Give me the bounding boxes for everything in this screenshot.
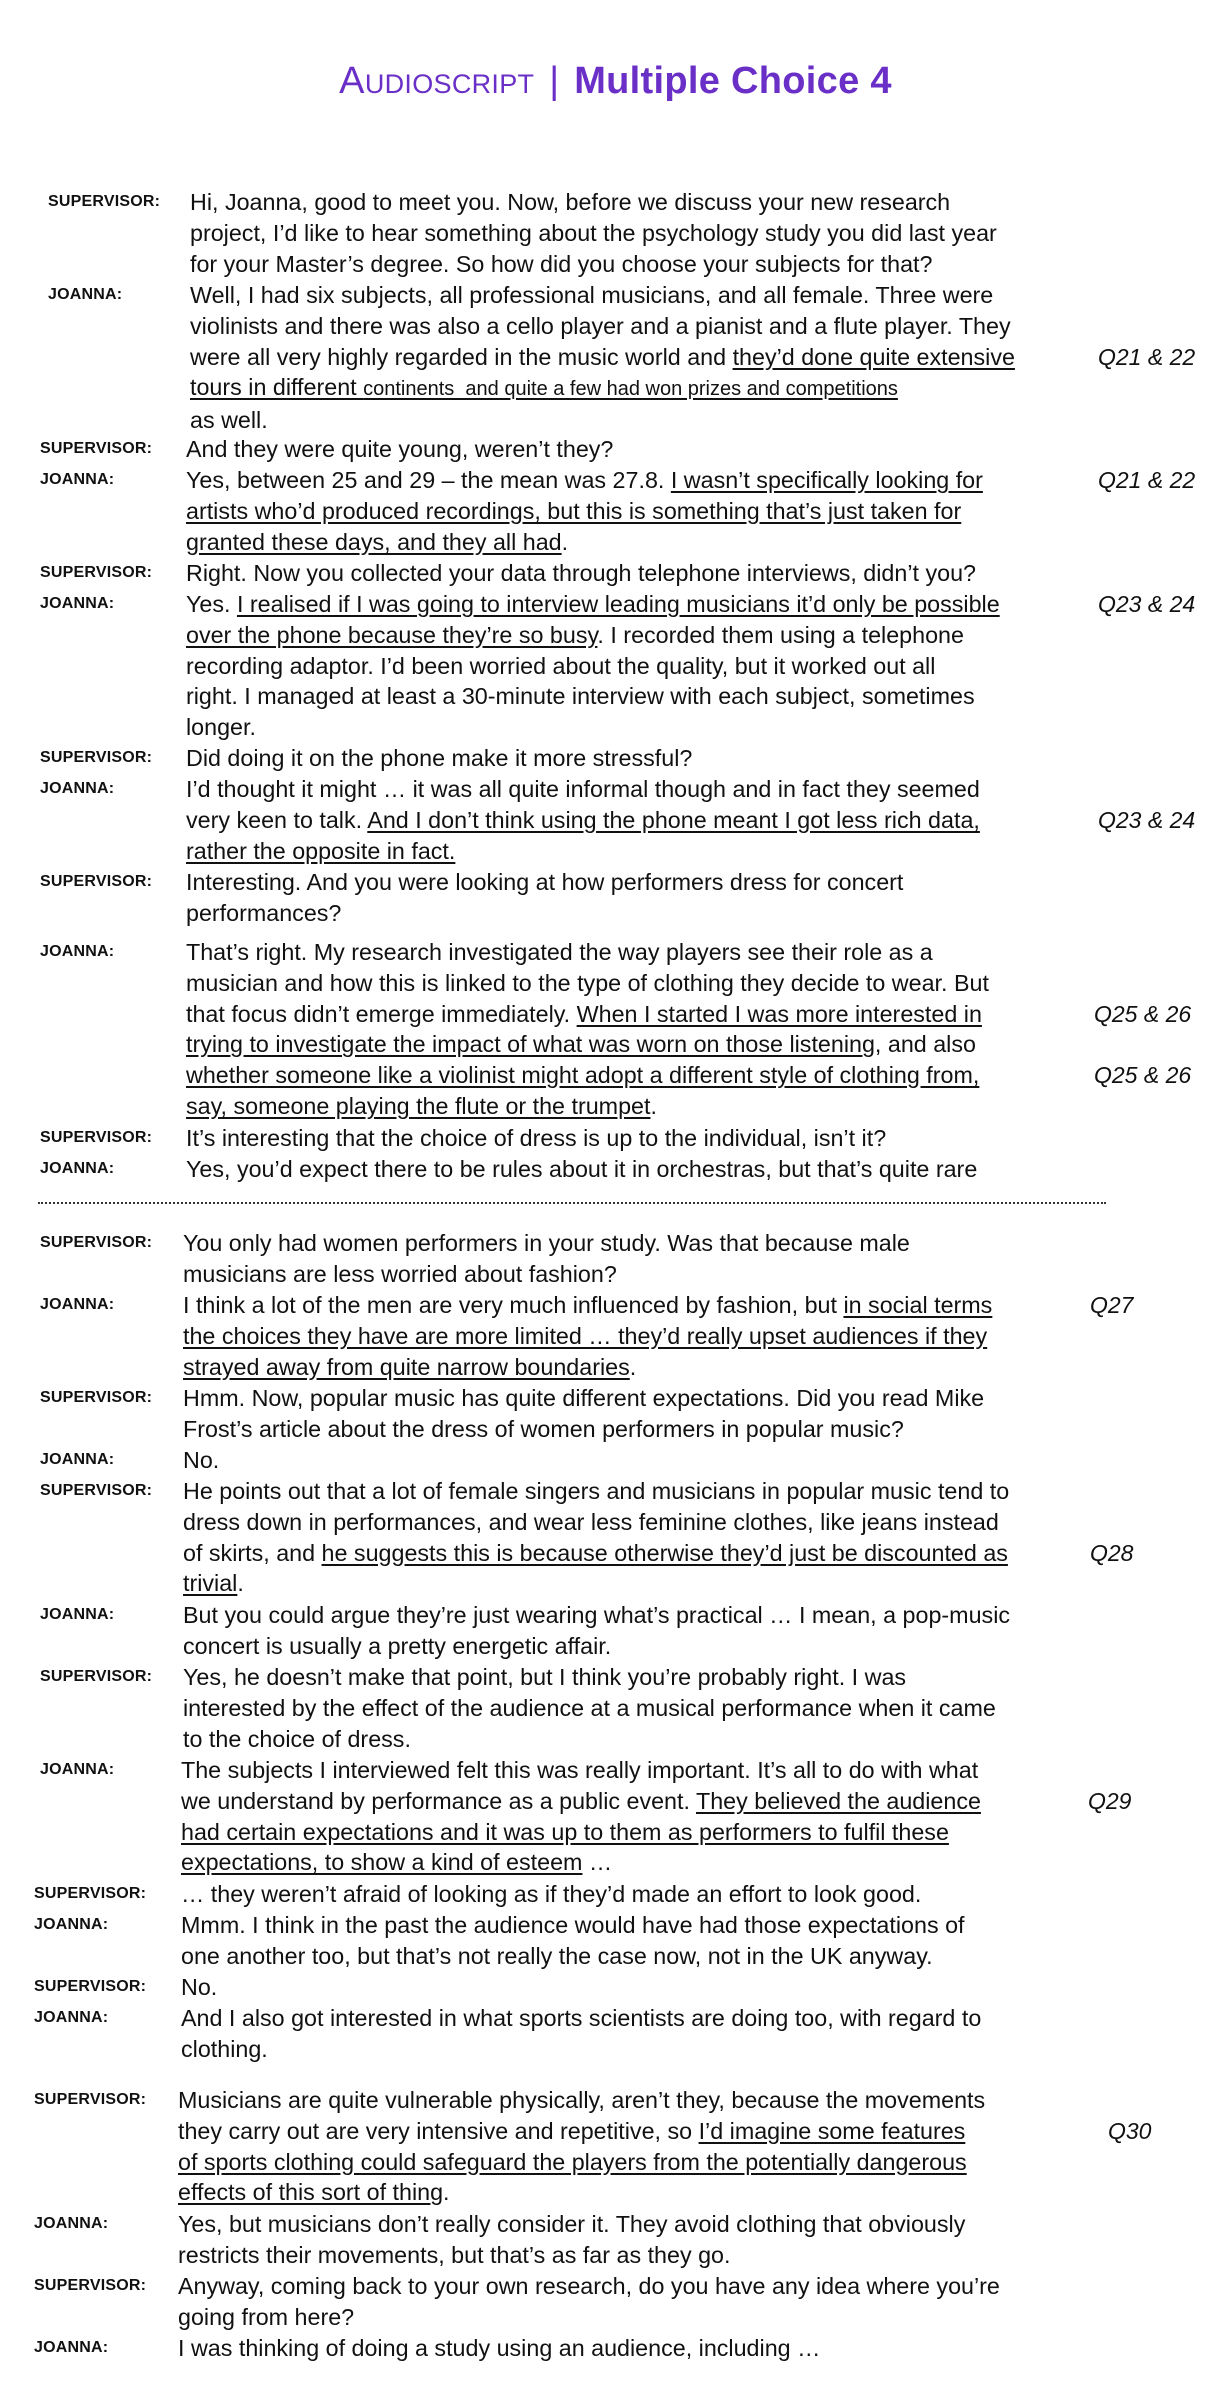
speech-line <box>186 1029 989 1060</box>
answer-underlined-text: expectations, to show a kind of esteem <box>181 1849 583 1876</box>
speech-segment: . <box>237 1570 244 1597</box>
speech-line <box>178 2116 985 2147</box>
speech-segment: I’d thought it might … it was all quite informal though and in fact they seemed <box>186 776 980 802</box>
speech-segment: restricts their movements, but that’s as far as they go. <box>178 2241 731 2268</box>
answer-underlined-text: I realised if I was going to interview leading musicians it’d only be possible <box>236 591 1000 617</box>
speech-segment: No. <box>183 1447 220 1473</box>
speech-text <box>181 1910 965 1972</box>
speech-text <box>186 1154 977 1185</box>
speech-line <box>186 937 989 968</box>
speaker-label: JOANNA: <box>40 1606 115 1623</box>
speech-line <box>186 434 613 465</box>
speech-segment: longer. <box>186 714 256 741</box>
speech-segment: Yes, but musicians don’t really consider it. They avoid clothing that obviously <box>178 2211 966 2237</box>
speech-text <box>178 2333 820 2364</box>
answer-underlined-text: they’d done quite extensive <box>732 343 1015 370</box>
speech-line <box>186 774 980 805</box>
speech-segment: No. <box>181 1974 218 2000</box>
speech-segment: He points out that a lot of female singers and musicians in popular music tend to <box>183 1478 1010 1504</box>
question-reference: Q21 & 22 <box>1098 343 1196 370</box>
speech-line <box>183 1352 992 1383</box>
speech-line <box>190 187 997 218</box>
speech-segment: very keen to talk. <box>186 806 368 833</box>
speech-line <box>183 1631 1010 1662</box>
speech-line <box>178 2302 1000 2333</box>
answer-underlined-text: say, someone playing the flute or the trumpet <box>186 1092 651 1119</box>
speech-line <box>181 1879 921 1910</box>
speech-text <box>186 589 1000 743</box>
speech-segment: to the choice of dress. <box>183 1725 411 1752</box>
speech-segment: clothing. <box>181 2035 268 2062</box>
speaker-label: JOANNA: <box>40 1451 115 1468</box>
speech-text <box>183 1600 1010 1662</box>
speech-text <box>186 867 903 929</box>
answer-underlined-text: I wasn’t specifically looking for <box>670 467 983 493</box>
answer-underlined-text: had certain expectations and it was up to them as performers to fulfil these <box>181 1818 949 1845</box>
speech-line <box>190 311 1015 342</box>
speech-line <box>181 2003 981 2034</box>
speech-segment: performances? <box>186 899 342 926</box>
speech-segment: we understand by performance as a public event. <box>181 1787 696 1814</box>
speech-line <box>186 496 983 527</box>
title-separator: | <box>549 60 560 102</box>
speech-text <box>181 1755 981 1878</box>
speech-segment: musician and how this is linked to the type of clothing they decide to wear. But <box>186 969 989 996</box>
speech-segment: violinists and there was also a cello player and a pianist and a flute player. They <box>190 312 1011 339</box>
speech-text <box>178 2085 985 2208</box>
speech-segment: That’s right. My research investigated the way players see their role as a <box>186 939 933 965</box>
speech-line <box>183 1321 992 1352</box>
speech-text <box>186 434 613 465</box>
speech-line <box>181 1847 981 1878</box>
speaker-label: JOANNA: <box>48 286 123 303</box>
speech-segment: right. I managed at least a 30-minute interview with each subject, sometimes <box>186 683 975 710</box>
speech-segment: , and also <box>874 1031 976 1058</box>
speaker-label: SUPERVISOR: <box>40 564 153 581</box>
speech-line <box>181 1941 965 1972</box>
speech-segment: . <box>443 2179 450 2206</box>
speech-line <box>183 1290 992 1321</box>
speech-segment: recording adaptor. I’d been worried about the quality, but it worked out all <box>186 652 936 679</box>
speech-line <box>186 999 989 1030</box>
speech-line <box>183 1600 1010 1631</box>
speech-segment: And I also got interested in what sports scientists are doing too, with regard to <box>181 2005 982 2031</box>
answer-underlined-text: effects of this sort of thing <box>178 2179 444 2206</box>
speech-segment: … <box>582 1849 613 1876</box>
speech-line <box>186 712 1000 743</box>
speech-segment: Frost’s article about the dress of women performers in popular music? <box>183 1415 904 1442</box>
speech-text <box>178 2209 965 2271</box>
speaker-label: SUPERVISOR: <box>40 1668 153 1685</box>
speech-segment: Mmm. I think in the past the audience would have had those expectations of <box>181 1912 965 1938</box>
speech-text <box>178 2271 1000 2333</box>
speech-segment: . <box>629 1353 637 1380</box>
speech-line <box>178 2271 1000 2302</box>
answer-underlined-text: over the phone because they’re so busy <box>186 621 598 648</box>
title-multiple-choice: Multiple Choice 4 <box>574 60 892 102</box>
speech-line <box>181 1972 217 2003</box>
question-reference: Q30 <box>1108 2117 1152 2144</box>
answer-underlined-text: And I don’t think using the phone meant I got less rich data, <box>367 806 980 833</box>
speech-text <box>186 1123 886 1154</box>
speaker-label: SUPERVISOR: <box>34 2277 147 2294</box>
speaker-label: JOANNA: <box>40 943 115 960</box>
speech-segment: that focus didn’t emerge immediately. <box>186 1000 577 1027</box>
speech-text <box>183 1383 984 1445</box>
speech-segment: Hi, Joanna, good to meet you. Now, before we discuss your new research <box>190 189 951 215</box>
speech-segment: project, I’d like to hear something about the psychology study you did last year <box>190 219 997 246</box>
speech-text <box>183 1662 996 1754</box>
speech-segment: Did doing it on the phone make it more stressful? <box>186 745 693 771</box>
speech-segment: musicians are less worried about fashion? <box>183 1260 617 1287</box>
speech-line <box>183 1414 984 1445</box>
speech-text <box>186 465 983 557</box>
speech-segment: I think a lot of the men are very much influenced by fashion, but <box>183 1292 844 1318</box>
speaker-label: JOANNA: <box>34 2215 109 2232</box>
speech-line <box>181 1755 981 1786</box>
speech-segment: Musicians are quite vulnerable physically, aren’t they, because the movements <box>178 2087 986 2113</box>
speaker-label: SUPERVISOR: <box>40 1482 153 1499</box>
speech-line <box>186 1091 989 1122</box>
answer-underlined-text: continents and quite a few had won prizes and competitions <box>363 378 898 401</box>
speech-line <box>183 1507 1009 1538</box>
speech-segment: You only had women performers in your study. Was that because male <box>183 1230 910 1256</box>
speech-line <box>190 405 1015 436</box>
speaker-label: JOANNA: <box>34 2339 109 2356</box>
answer-underlined-text: trivial <box>183 1570 238 1597</box>
answer-underlined-text: trying to investigate the impact of what was worn on those listening <box>186 1031 875 1058</box>
speech-segment: as well. <box>190 407 268 434</box>
speech-text <box>186 558 976 589</box>
speech-line <box>183 1259 910 1290</box>
speech-line <box>178 2209 965 2240</box>
speaker-label: SUPERVISOR: <box>34 1978 147 1995</box>
question-reference: Q23 & 24 <box>1098 591 1196 617</box>
speech-line <box>183 1662 996 1693</box>
speaker-label: SUPERVISOR: <box>40 440 153 457</box>
speech-text <box>186 937 989 1122</box>
speaker-label: SUPERVISOR: <box>40 1129 153 1146</box>
speech-segment: . <box>650 1092 657 1119</box>
answer-underlined-text: tours in different <box>190 374 364 401</box>
speech-segment: Yes, he doesn’t make that point, but I think you’re probably right. I was <box>183 1664 907 1690</box>
speaker-label: JOANNA: <box>34 2009 109 2026</box>
speech-line <box>178 2085 985 2116</box>
speaker-label: JOANNA: <box>40 1160 115 1177</box>
speech-segment: going from here? <box>178 2303 355 2330</box>
answer-underlined-text: he suggests this is because otherwise they’d just be discounted as <box>321 1539 1008 1566</box>
speaker-label: JOANNA: <box>40 1296 115 1313</box>
speech-text <box>181 2003 981 2065</box>
answer-underlined-text: rather the opposite in fact. <box>186 837 456 864</box>
speech-line <box>186 1123 886 1154</box>
answer-underlined-text: I’d imagine some features <box>698 2117 966 2144</box>
question-reference: Q23 & 24 <box>1098 806 1196 833</box>
speaker-label: JOANNA: <box>40 1761 115 1778</box>
speech-text <box>190 187 997 279</box>
speech-segment: interested by the effect of the audience at a musical performance when it came <box>183 1694 996 1721</box>
speech-segment: . I recorded them using a telephone <box>597 621 964 648</box>
speech-line <box>186 867 903 898</box>
speech-line <box>183 1724 996 1755</box>
speaker-label: SUPERVISOR: <box>34 1885 147 1902</box>
section-divider <box>38 1202 1106 1204</box>
speaker-label: JOANNA: <box>40 595 115 612</box>
speech-text <box>183 1476 1009 1599</box>
speech-segment: And they were quite young, weren’t they? <box>186 436 614 462</box>
speech-line <box>183 1445 219 1476</box>
speech-segment: concert is usually a pretty energetic affair. <box>183 1632 612 1659</box>
speech-line <box>178 2147 985 2178</box>
question-reference: Q27 <box>1090 1292 1134 1318</box>
speech-segment: Yes, between 25 and 29 – the mean was 27.8. <box>186 467 671 493</box>
speech-line <box>186 651 1000 682</box>
answer-underlined-text: of sports clothing could safeguard the players from the potentially dangerous <box>178 2148 967 2175</box>
speaker-label: SUPERVISOR: <box>40 873 153 890</box>
speech-segment: The subjects I interviewed felt this was really important. It’s all to do with what <box>181 1757 979 1783</box>
speech-line <box>186 1060 989 1091</box>
speech-text <box>183 1228 910 1290</box>
speaker-label: JOANNA: <box>40 780 115 797</box>
speech-segment: Anyway, coming back to your own research, do you have any idea where you’re <box>178 2273 1000 2299</box>
speech-line <box>190 218 997 249</box>
speech-text <box>181 1972 217 2003</box>
speech-line <box>186 898 903 929</box>
speech-line <box>183 1538 1009 1569</box>
question-reference: Q25 & 26 <box>1094 1000 1192 1027</box>
answer-underlined-text: whether someone like a violinist might adopt a different style of clothing from, <box>186 1062 980 1089</box>
speaker-label: JOANNA: <box>34 1916 109 1933</box>
speech-line <box>181 1910 965 1941</box>
speech-segment: But you could argue they’re just wearing what’s practical … I mean, a pop-music <box>183 1602 1011 1628</box>
speech-line <box>190 280 1015 311</box>
speech-line <box>186 836 980 867</box>
speech-line <box>178 2177 985 2208</box>
speech-segment: . <box>561 528 569 555</box>
speech-line <box>186 681 1000 712</box>
speech-text <box>190 280 1015 436</box>
speech-line <box>186 1154 977 1185</box>
question-reference: Q25 & 26 <box>1094 1062 1192 1089</box>
answer-underlined-text: When I started I was more interested in <box>576 1000 982 1027</box>
speech-line <box>181 1786 981 1817</box>
speech-segment: … they weren’t afraid of looking as if they’d made an effort to look good. <box>181 1881 922 1907</box>
speech-segment: Interesting. And you were looking at how performers dress for concert <box>186 869 904 895</box>
speech-text <box>186 774 980 866</box>
title-audioscript: Audioscript <box>339 60 535 102</box>
speech-text <box>186 743 692 774</box>
speech-line <box>186 527 983 558</box>
speech-text <box>183 1290 992 1382</box>
speech-line <box>186 620 1000 651</box>
speech-segment: they carry out are very intensive and repetitive, so <box>178 2117 699 2144</box>
speech-segment: Well, I had six subjects, all professional musicians, and all female. Three were <box>190 282 994 308</box>
speech-line <box>190 372 1015 405</box>
answer-underlined-text: in social terms <box>843 1292 993 1318</box>
speaker-label: SUPERVISOR: <box>34 2091 147 2108</box>
question-reference: Q21 & 22 <box>1098 467 1196 493</box>
speech-segment: for your Master’s degree. So how did you choose your subjects for that? <box>190 250 933 277</box>
speech-line <box>186 743 692 774</box>
answer-underlined-text: strayed away from quite narrow boundaries <box>183 1353 630 1380</box>
speech-line <box>186 589 1000 620</box>
speech-line <box>178 2333 820 2364</box>
speech-line <box>183 1228 910 1259</box>
speech-line <box>186 968 989 999</box>
speech-line <box>183 1476 1009 1507</box>
speech-text <box>181 1879 921 1910</box>
speaker-label: SUPERVISOR: <box>40 1234 153 1251</box>
speech-line <box>186 805 980 836</box>
speech-segment: Yes. <box>186 591 237 617</box>
question-reference: Q29 <box>1088 1787 1132 1814</box>
speech-line <box>181 1817 981 1848</box>
speech-line <box>183 1383 984 1414</box>
speech-segment: It’s interesting that the choice of dress is up to the individual, isn’t it? <box>186 1125 887 1151</box>
answer-underlined-text: the choices they have are more limited … they’d really upset audiences if they <box>183 1322 988 1349</box>
speech-line <box>183 1568 1009 1599</box>
speech-text <box>183 1445 219 1476</box>
page-title <box>0 60 1231 103</box>
answer-underlined-text: artists who’d produced recordings, but this is something that’s just taken for <box>186 497 962 524</box>
question-reference: Q28 <box>1090 1539 1134 1566</box>
speaker-label: SUPERVISOR: <box>40 749 153 766</box>
speaker-label: JOANNA: <box>40 471 115 488</box>
speech-segment: Right. Now you collected your data through telephone interviews, didn’t you? <box>186 560 976 586</box>
speaker-label: SUPERVISOR: <box>48 193 161 210</box>
speech-line <box>186 465 983 496</box>
speech-line <box>183 1693 996 1724</box>
answer-underlined-text: granted these days, and they all had <box>186 528 562 555</box>
speech-line <box>181 2034 981 2065</box>
speech-segment: dress down in performances, and wear less feminine clothes, like jeans instead <box>183 1508 999 1535</box>
speech-segment: Hmm. Now, popular music has quite different expectations. Did you read Mike <box>183 1385 985 1411</box>
speech-segment: I was thinking of doing a study using an audience, including … <box>178 2335 821 2361</box>
speaker-label: SUPERVISOR: <box>40 1389 153 1406</box>
speech-line <box>190 342 1015 373</box>
speech-segment: of skirts, and <box>183 1539 322 1566</box>
speech-line <box>178 2240 965 2271</box>
speech-line <box>186 558 976 589</box>
speech-line <box>190 249 997 280</box>
speech-segment: Yes, you’d expect there to be rules about it in orchestras, but that’s quite rare <box>186 1156 978 1182</box>
answer-underlined-text: They believed the audience <box>696 1787 981 1814</box>
speech-segment: were all very highly regarded in the music world and <box>190 343 733 370</box>
speech-segment: one another too, but that’s not really the case now, not in the UK anyway. <box>181 1942 933 1969</box>
